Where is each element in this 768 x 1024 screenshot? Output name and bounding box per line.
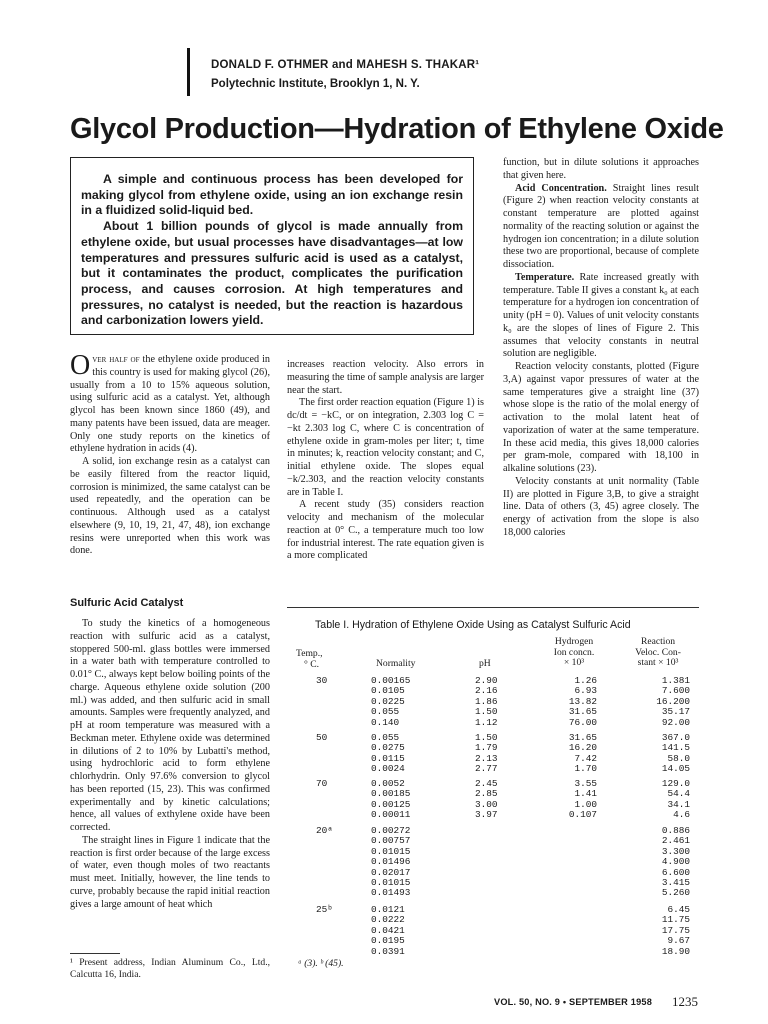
section-column (70, 618, 270, 911)
table-normality-25: 0.0121 0.0222 0.0421 0.0195 0.0391 (371, 904, 405, 957)
table-normality-50: 0.055 0.0275 0.0115 0.0024 (371, 732, 405, 775)
header-hydrogen-ion (539, 637, 609, 669)
table-veloc-50: 367.0 141.5 58.0 14.05 (661, 732, 690, 775)
section-heading: Sulfuric Acid Catalyst (70, 597, 184, 609)
table-hion-30: 1.26 6.93 13.82 31.65 76.00 (568, 675, 597, 728)
header-hion-1: Hydrogen (554, 636, 594, 647)
table-veloc-70: 129.0 54.4 34.1 4.6 (661, 778, 690, 821)
right-column (503, 157, 699, 540)
header-hion-3: × 10³ (563, 657, 585, 668)
table-temp-50: 50 (316, 732, 328, 743)
header-normality: Normality (376, 658, 416, 669)
header-temp-unit: ° C. (304, 658, 320, 670)
page-number: 1235 (672, 994, 698, 1009)
abstract-paragraph-2: About 1 billion pounds of glycol is made annually from ethylene oxide, but usual processes have disadvantages—at low temperatures and pressures sulfuric acid is used as a catalyst, but it contaminates the product, complicates the purification process, and causes corrosion. At high temperatures and pressures, no catalyst is needed, but the reaction is hazardous and carbonization lowers yield. (81, 219, 463, 328)
acid-concentration-heading: Acid Concentration. (515, 182, 607, 194)
temperature-text: Rate increased greatly with temperature. Table II gives a constant k₀ at each temperature for a hydrogen ion concentration of unity (pH = 0). Values of unit velocity constants k₀ are the slopes of lines of Figure 2. This assumes that velocity constants in neutral solution are negligible. (503, 271, 699, 360)
table-notes: ᵃ (3). ᵇ (45). (298, 958, 344, 969)
footnote: ¹ Present address, Indian Aluminum Co., Ltd., Calcutta 16, India. (70, 957, 270, 980)
table-temp-70: 70 (316, 778, 328, 789)
middle-paragraph-3: A recent study (35) considers reaction velocity and mechanism of the molecular reaction at 0° C., a temperature much too low for industrial interest. The rate equation given is a more complicated (287, 499, 484, 562)
table-temp-25: 25ᵇ (316, 904, 333, 915)
abstract-box (70, 157, 474, 335)
table-ph-50: 1.50 1.79 2.13 2.77 (475, 732, 498, 775)
intro-paragraph-1 (70, 350, 270, 456)
table-veloc-20: 0.886 2.461 3.300 4.900 6.600 3.415 5.260 (661, 825, 690, 899)
table-normality-70: 0.0052 0.00185 0.00125 0.00011 (371, 778, 411, 821)
footnote-rule (70, 953, 120, 954)
right-paragraph-4: Velocity constants at unit normality (Table II) are plotted in Figure 3,B, to give a straight line. Data of others (3, 45) agree closely. The energy of activation from the slope is also 18,000 calories (503, 475, 699, 538)
right-paragraph-0: function, but in dilute solutions it approaches that given here. (503, 157, 699, 181)
temperature-heading: Temperature. (515, 271, 575, 283)
table-temp-30: 30 (316, 675, 328, 686)
intro-smallcaps: ver half of (92, 354, 140, 365)
right-paragraph-3: Reaction velocity constants, plotted (Figure 3,A) against vapor pressures of water at the same temperatures give a straight line (37) whose slope is the ratio of the molal energy of activation to the molal latent heat of vaporization of water at the same temperature. In these acid media, this gives 18,000 calories per gram-mole, compared with 18,100 in alkaline solutions (23). (503, 361, 699, 474)
middle-column (287, 359, 484, 563)
affiliation: Polytechnic Institute, Brooklyn 1, N. Y. (211, 78, 420, 90)
acid-concentration-paragraph (503, 183, 699, 272)
section-paragraph-1: To study the kinetics of a homogeneous reaction with sulfuric acid as a catalyst, stoppered 500-ml. glass bottles were immersed in a water bath with temperature controlled to 0.01° C., always kept below boiling points of the charge. Aqueous ethylene oxide solution (200 ml.) was added, and then sulfuric acid in small amounts. Samples were frequently analyzed, and pH at room temperature was measured with a Beckman meter. Ethylene oxide was determined in dilutions of 2 to 10% by Lubatti's method, using hydrochloric acid to form ethylene chlorhydrin. Only 97.6% conversion to glycol has been reported (15, 23). This was confirmed experimentally and by kinetic calculations; hence, all values of exthylene oxide have been corrected. (70, 618, 270, 833)
temperature-paragraph (503, 272, 699, 361)
header-veloc-2: Veloc. Con- (635, 646, 681, 658)
acid-concentration-text: Straight lines result (Figure 2) when reaction velocity constants at constant temperature are plotted against normality of the reacting solution or against the hydrogen ion concentration; in a dilute solution these two are proportional, because of complete dissociation. (503, 182, 699, 270)
header-veloc-1: Reaction (640, 636, 676, 647)
intro-column (70, 350, 270, 558)
table-normality-20: 0.00272 0.00757 0.01015 0.01496 0.02017 0.01015 0.01493 (371, 825, 411, 899)
header-rule (187, 48, 190, 96)
middle-paragraph-2: The first order reaction equation (Figure 1) is dc/dt = −kC, or on integration, 2.303 log C = −kt 2.303 log C, where C is concentration of ethylene oxide in gram-moles per liter; t, time in minutes; k, reaction velocity constant; and C, initial ethylene oxide. The slopes equal −k/2.303, and the reaction velocity constants are in Table I. (287, 397, 484, 498)
middle-paragraph-1: increases reaction velocity. Also errors in measuring the time of sample analysis are larger near the start. (287, 359, 484, 396)
table-hion-70: 3.55 1.41 1.00 0.107 (568, 778, 597, 821)
journal-footer: VOL. 50, NO. 9 • SEPTEMBER 1958 (494, 997, 653, 1007)
table-veloc-30: 1.381 7.600 16.200 35.17 92.00 (656, 675, 690, 728)
header-temp-label: Temp., (296, 648, 323, 659)
intro-text: the ethylene oxide produced in this country is used for making glycol (26), usually from a 10 to 15% aqueous solution, using sulfuric acid as a catalyst. Yet, although glycol has been known since 1860 (49), and many patents have been issued, data are meager. Only one study reports on the kinetics of ethylene hydration in acids (4). (70, 354, 270, 455)
abstract-paragraph-1: A simple and continuous process has been developed for making glycol from ethylene oxide, using an ion exchange resin in a fluidized solid-liquid bed. (81, 172, 463, 218)
table-normality-30: 0.00165 0.0105 0.0225 0.055 0.140 (371, 675, 411, 728)
header-ph: pH (479, 658, 491, 669)
header-temp (296, 649, 323, 670)
table-veloc-25: 6.45 11.75 17.75 9.67 18.90 (661, 904, 690, 957)
article-title: Glycol Production—Hydration of Ethylene Oxide (70, 113, 724, 145)
drop-cap: O (70, 350, 91, 381)
table-temp-20: 20ᵃ (316, 825, 333, 836)
table-title: Table I. Hydration of Ethylene Oxide Using as Catalyst Sulfuric Acid (315, 619, 631, 631)
table-ph-30: 2.90 2.16 1.86 1.50 1.12 (475, 675, 498, 728)
header-veloc-3: stant × 10³ (637, 657, 679, 668)
authors: DONALD F. OTHMER and MAHESH S. THAKAR¹ (211, 59, 480, 71)
header-hion-2: Ion concn. (553, 646, 595, 658)
section-paragraph-2: The straight lines in Figure 1 indicate that the reaction is first order because of the large excess of water, even though moles of two reactants must meet. Initially, however, the line tends to curve, probably because the rapid initial reaction gives a large amount of heat which (70, 834, 270, 910)
intro-paragraph-2: A solid, ion exchange resin as a catalyst can be easily filtered from the reactor liquid, corrosion is minimized, the same catalyst can be used repeatedly, and the operation can be continuous. Although used as a catalyst elsewhere (9, 10, 19, 21, 47, 48), ion exchange resins were unreported when this work was done. (70, 456, 270, 557)
table-ph-70: 2.45 2.85 3.00 3.97 (475, 778, 498, 821)
header-velocity (619, 637, 697, 669)
table-top-rule (287, 607, 699, 608)
table-hion-50: 31.65 16.20 7.42 1.70 (568, 732, 597, 775)
